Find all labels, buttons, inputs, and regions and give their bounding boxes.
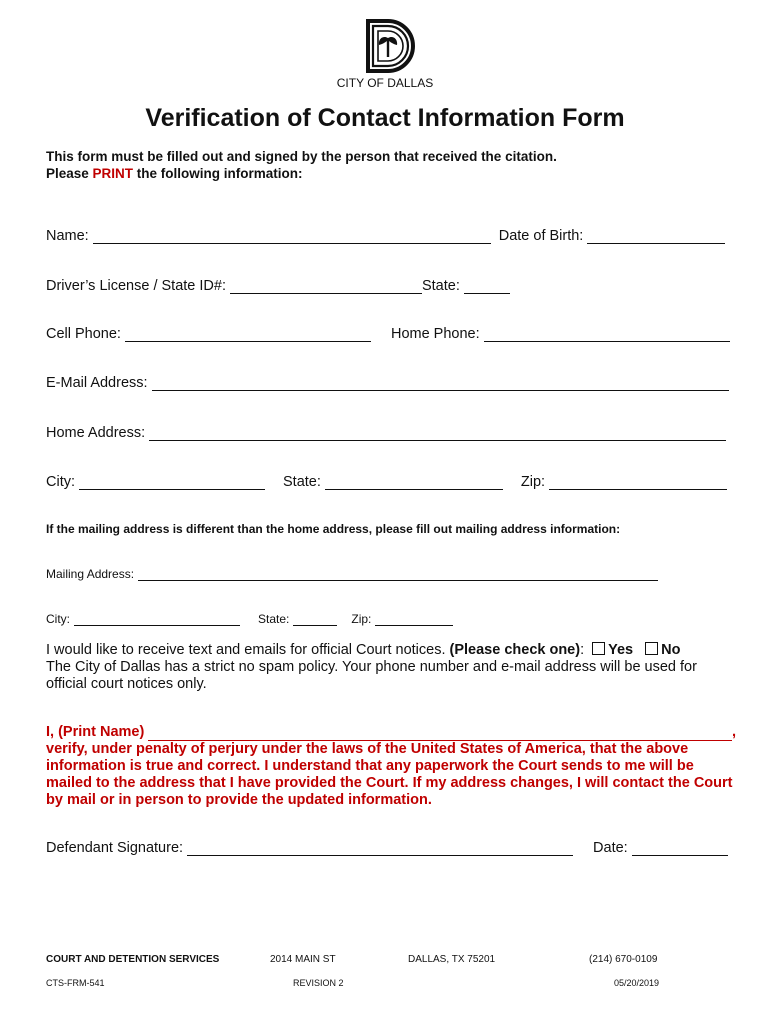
zip-field[interactable]	[549, 476, 727, 490]
signature-date-field[interactable]	[632, 842, 728, 856]
affirmation-statement: verify, under penalty of perjury under the laws of the United States of America, that the above information is true and correct. I understand that any paperwork the Court sends to me will be mailed to the address that I have provided the Court. If my address changes, I will contact the Court by mail or in person to provide the updated information.	[46, 741, 733, 808]
home-address-field[interactable]	[149, 427, 726, 441]
mailing-address-row	[46, 567, 658, 581]
cell-phone-label: Cell Phone:	[46, 326, 121, 342]
city-field[interactable]	[79, 476, 265, 490]
license-state-field[interactable]	[464, 280, 510, 294]
print-name-label: I, (Print Name)	[46, 724, 145, 740]
consent-block	[46, 642, 736, 693]
mailing-address-field[interactable]	[138, 570, 658, 581]
intro-line-2: Please PRINT the following information:	[46, 166, 303, 181]
mailing-city-label: City:	[46, 612, 70, 626]
state-label: State:	[283, 474, 321, 490]
dob-label: Date of Birth:	[498, 228, 584, 244]
mailing-address-label: Mailing Address:	[46, 567, 135, 581]
yes-checkbox[interactable]	[592, 642, 605, 655]
footer-date: 05/20/2019	[614, 978, 660, 988]
no-checkbox[interactable]	[645, 642, 658, 655]
mailing-state-label: State:	[258, 612, 290, 626]
footer-revision: REVISION 2	[293, 978, 344, 988]
print-name-line: I, (Print Name) ,	[46, 724, 736, 740]
name-field[interactable]	[93, 230, 491, 244]
no-label: No	[661, 642, 681, 658]
footer-department: COURT AND DETENTION SERVICES	[46, 954, 220, 965]
affirmation-block	[46, 724, 736, 809]
signature-row	[46, 840, 728, 856]
state-field[interactable]	[325, 476, 503, 490]
footer-phone: (214) 670-0109	[589, 954, 658, 965]
dob-field[interactable]	[587, 230, 725, 244]
intro-text	[46, 148, 557, 182]
print-name-field[interactable]	[148, 728, 732, 741]
email-field[interactable]	[152, 377, 729, 391]
spam-policy: The City of Dallas has a strict no spam policy. Your phone number and e-mail address will be used for official court notices only.	[46, 659, 697, 692]
signature-label: Defendant Signature:	[46, 840, 184, 856]
name-label: Name:	[46, 228, 89, 244]
city-of-dallas-logo	[362, 18, 416, 74]
city-label: City:	[46, 474, 75, 490]
signature-date-label: Date:	[593, 840, 628, 856]
mailing-zip-label: Zip:	[351, 612, 372, 626]
form-title: Verification of Contact Information Form	[145, 104, 625, 132]
consent-line: I would like to receive text and emails for official Court notices. (Please check one): Yes No	[46, 642, 681, 658]
home-address-label: Home Address:	[46, 425, 146, 441]
city-state-zip-row	[46, 474, 727, 490]
check-prompt: (Please check one)	[449, 642, 581, 658]
home-phone-field[interactable]	[484, 328, 730, 342]
license-field[interactable]	[230, 280, 422, 294]
license-label: Driver’s License / State ID#:	[46, 278, 226, 294]
zip-label: Zip:	[520, 474, 546, 490]
footer-street: 2014 MAIN ST	[270, 954, 336, 965]
license-state-label: State:	[421, 278, 460, 294]
yes-label: Yes	[608, 642, 634, 658]
name-row	[46, 228, 725, 244]
print-emphasis: PRINT	[92, 166, 134, 181]
intro-line-1: This form must be filled out and signed by the person that received the citation.	[46, 149, 557, 164]
mailing-zip-field[interactable]	[375, 615, 453, 626]
footer-city: DALLAS, TX 75201	[408, 954, 496, 965]
mailing-notice: If the mailing address is different than the home address, please fill out mailing address information:	[46, 522, 621, 536]
home-phone-label: Home Phone:	[390, 326, 480, 342]
phone-row	[46, 326, 730, 342]
mailing-state-field[interactable]	[293, 615, 337, 626]
email-label: E-Mail Address:	[46, 375, 148, 391]
email-row	[46, 375, 729, 391]
signature-field[interactable]	[187, 842, 573, 856]
mailing-city-row	[46, 612, 453, 626]
license-row	[46, 278, 510, 294]
cell-phone-field[interactable]	[125, 328, 371, 342]
mailing-city-field[interactable]	[74, 615, 240, 626]
city-name: CITY OF DALLAS	[336, 76, 434, 90]
home-address-row	[46, 425, 726, 441]
footer-form-id: CTS-FRM-541	[46, 978, 105, 988]
